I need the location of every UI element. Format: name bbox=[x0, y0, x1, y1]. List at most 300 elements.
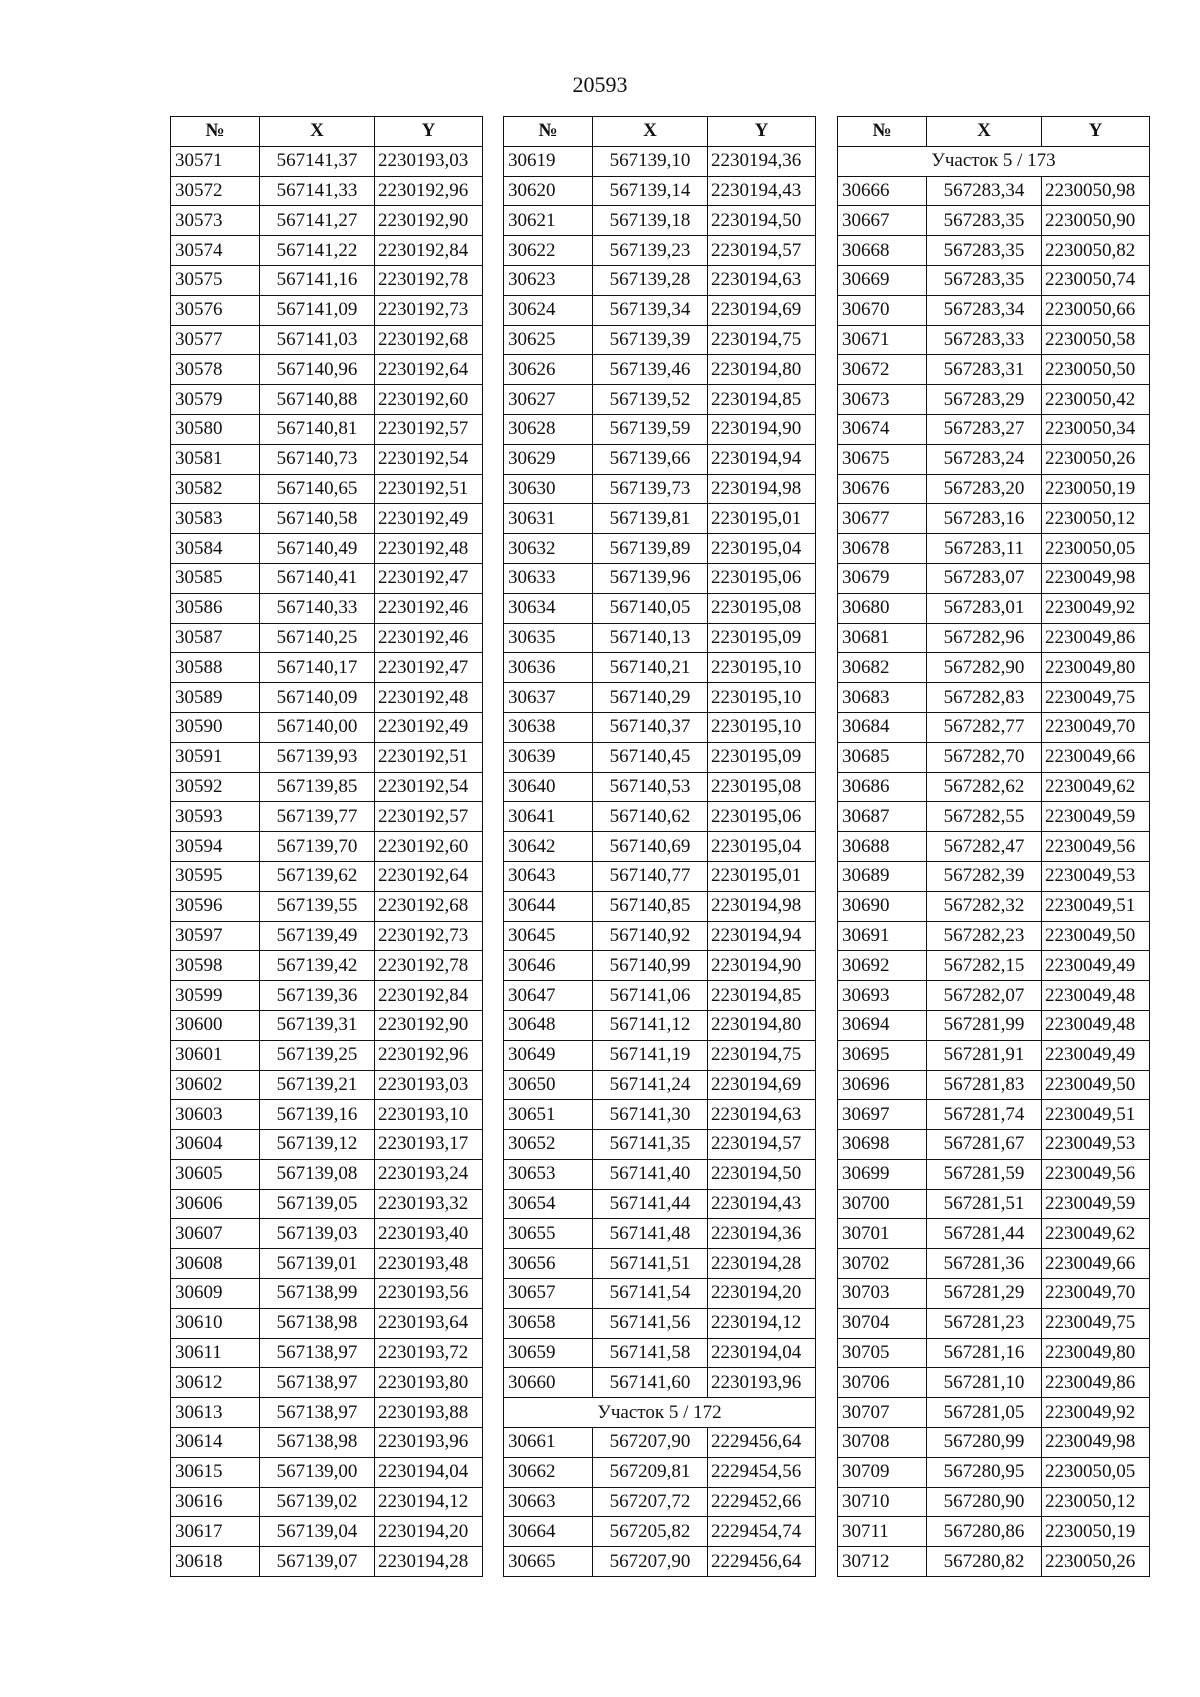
y-coordinate-cell: 2230194,20 bbox=[708, 1279, 816, 1309]
y-coordinate-cell: 2229456,64 bbox=[708, 1428, 816, 1458]
point-number-cell: 30572 bbox=[171, 176, 260, 206]
table-header-row bbox=[504, 117, 816, 147]
point-number-cell: 30637 bbox=[504, 683, 593, 713]
x-coordinate-cell: 567139,39 bbox=[593, 325, 708, 355]
y-coordinate-cell: 2230049,59 bbox=[1042, 1189, 1150, 1219]
point-number-cell: 30604 bbox=[171, 1130, 260, 1160]
table-row bbox=[504, 1070, 816, 1100]
table-row bbox=[504, 1487, 816, 1517]
point-number-cell: 30702 bbox=[838, 1249, 927, 1279]
y-coordinate-cell: 2230192,78 bbox=[375, 265, 483, 295]
table-row bbox=[504, 563, 816, 593]
y-coordinate-cell: 2230049,50 bbox=[1042, 921, 1150, 951]
x-coordinate-cell: 567140,88 bbox=[260, 385, 375, 415]
y-coordinate-cell: 2230195,08 bbox=[708, 593, 816, 623]
x-coordinate-cell: 567139,00 bbox=[260, 1457, 375, 1487]
table-row bbox=[504, 146, 816, 176]
table-row bbox=[838, 1338, 1150, 1368]
y-coordinate-cell: 2230194,20 bbox=[375, 1517, 483, 1547]
point-number-cell: 30682 bbox=[838, 653, 927, 683]
y-coordinate-cell: 2230195,04 bbox=[708, 832, 816, 862]
y-coordinate-cell: 2230194,04 bbox=[375, 1457, 483, 1487]
x-coordinate-cell: 567138,97 bbox=[260, 1398, 375, 1428]
table-row bbox=[838, 176, 1150, 206]
table-row bbox=[504, 1189, 816, 1219]
table-header-row bbox=[171, 117, 483, 147]
y-coordinate-cell: 2230049,70 bbox=[1042, 1279, 1150, 1309]
table-row bbox=[504, 1517, 816, 1547]
table-row bbox=[171, 742, 483, 772]
table-row bbox=[171, 146, 483, 176]
table-row bbox=[838, 1189, 1150, 1219]
y-coordinate-cell: 2230049,75 bbox=[1042, 683, 1150, 713]
x-coordinate-cell: 567139,77 bbox=[260, 802, 375, 832]
point-number-cell: 30643 bbox=[504, 861, 593, 891]
point-number-cell: 30622 bbox=[504, 236, 593, 266]
x-coordinate-cell: 567139,59 bbox=[593, 414, 708, 444]
y-coordinate-cell: 2230050,05 bbox=[1042, 1457, 1150, 1487]
point-number-cell: 30596 bbox=[171, 891, 260, 921]
section-row bbox=[838, 146, 1150, 176]
y-coordinate-cell: 2230194,04 bbox=[708, 1338, 816, 1368]
x-coordinate-cell: 567140,58 bbox=[260, 504, 375, 534]
table-row bbox=[171, 1159, 483, 1189]
point-number-cell: 30588 bbox=[171, 653, 260, 683]
x-coordinate-cell: 567141,51 bbox=[593, 1249, 708, 1279]
header-y: Y bbox=[708, 117, 816, 147]
x-coordinate-cell: 567138,97 bbox=[260, 1338, 375, 1368]
x-coordinate-cell: 567140,96 bbox=[260, 355, 375, 385]
point-number-cell: 30692 bbox=[838, 951, 927, 981]
y-coordinate-cell: 2230049,75 bbox=[1042, 1308, 1150, 1338]
table-row bbox=[171, 1368, 483, 1398]
table-row bbox=[171, 1249, 483, 1279]
y-coordinate-cell: 2230194,94 bbox=[708, 444, 816, 474]
point-number-cell: 30575 bbox=[171, 265, 260, 295]
point-number-cell: 30673 bbox=[838, 385, 927, 415]
table-row bbox=[504, 176, 816, 206]
point-number-cell: 30633 bbox=[504, 563, 593, 593]
point-number-cell: 30589 bbox=[171, 683, 260, 713]
y-coordinate-cell: 2230050,34 bbox=[1042, 414, 1150, 444]
table-row bbox=[838, 951, 1150, 981]
table-row bbox=[504, 1040, 816, 1070]
point-number-cell: 30647 bbox=[504, 981, 593, 1011]
point-number-cell: 30688 bbox=[838, 832, 927, 862]
table-row bbox=[171, 1010, 483, 1040]
y-coordinate-cell: 2230192,60 bbox=[375, 385, 483, 415]
point-number-cell: 30649 bbox=[504, 1040, 593, 1070]
point-number-cell: 30660 bbox=[504, 1368, 593, 1398]
table-row bbox=[504, 712, 816, 742]
table-row bbox=[504, 206, 816, 236]
point-number-cell: 30608 bbox=[171, 1249, 260, 1279]
point-number-cell: 30619 bbox=[504, 146, 593, 176]
x-coordinate-cell: 567140,09 bbox=[260, 683, 375, 713]
y-coordinate-cell: 2230195,01 bbox=[708, 861, 816, 891]
table-row bbox=[504, 593, 816, 623]
table-row bbox=[171, 1517, 483, 1547]
x-coordinate-cell: 567140,29 bbox=[593, 683, 708, 713]
point-number-cell: 30675 bbox=[838, 444, 927, 474]
y-coordinate-cell: 2230193,80 bbox=[375, 1368, 483, 1398]
point-number-cell: 30710 bbox=[838, 1487, 927, 1517]
table-row bbox=[838, 861, 1150, 891]
x-coordinate-cell: 567141,03 bbox=[260, 325, 375, 355]
header-number: № bbox=[171, 117, 260, 147]
x-coordinate-cell: 567140,99 bbox=[593, 951, 708, 981]
table-row bbox=[504, 1457, 816, 1487]
point-number-cell: 30658 bbox=[504, 1308, 593, 1338]
header-x: X bbox=[927, 117, 1042, 147]
table-row bbox=[504, 623, 816, 653]
point-number-cell: 30597 bbox=[171, 921, 260, 951]
point-number-cell: 30624 bbox=[504, 295, 593, 325]
point-number-cell: 30646 bbox=[504, 951, 593, 981]
x-coordinate-cell: 567283,07 bbox=[927, 563, 1042, 593]
x-coordinate-cell: 567139,25 bbox=[260, 1040, 375, 1070]
table-row bbox=[504, 1100, 816, 1130]
point-number-cell: 30650 bbox=[504, 1070, 593, 1100]
table-row bbox=[171, 355, 483, 385]
table-row bbox=[838, 712, 1150, 742]
x-coordinate-cell: 567141,19 bbox=[593, 1040, 708, 1070]
table-row bbox=[504, 921, 816, 951]
section-label: Участок 5 / 172 bbox=[504, 1398, 816, 1428]
table-row bbox=[171, 1219, 483, 1249]
y-coordinate-cell: 2230192,96 bbox=[375, 1040, 483, 1070]
table-row bbox=[838, 1547, 1150, 1577]
x-coordinate-cell: 567281,74 bbox=[927, 1100, 1042, 1130]
y-coordinate-cell: 2230192,78 bbox=[375, 951, 483, 981]
x-coordinate-cell: 567283,24 bbox=[927, 444, 1042, 474]
table-row bbox=[838, 325, 1150, 355]
x-coordinate-cell: 567281,99 bbox=[927, 1010, 1042, 1040]
table-row bbox=[838, 414, 1150, 444]
table-row bbox=[171, 295, 483, 325]
point-number-cell: 30690 bbox=[838, 891, 927, 921]
point-number-cell: 30606 bbox=[171, 1189, 260, 1219]
point-number-cell: 30645 bbox=[504, 921, 593, 951]
point-number-cell: 30617 bbox=[171, 1517, 260, 1547]
table-row bbox=[171, 474, 483, 504]
point-number-cell: 30582 bbox=[171, 474, 260, 504]
y-coordinate-cell: 2230193,24 bbox=[375, 1159, 483, 1189]
y-coordinate-cell: 2230194,80 bbox=[708, 1010, 816, 1040]
table-row bbox=[171, 891, 483, 921]
table-row bbox=[838, 504, 1150, 534]
table-row bbox=[838, 1398, 1150, 1428]
table-row bbox=[171, 504, 483, 534]
table-row bbox=[504, 772, 816, 802]
y-coordinate-cell: 2230194,12 bbox=[708, 1308, 816, 1338]
x-coordinate-cell: 567139,85 bbox=[260, 772, 375, 802]
y-coordinate-cell: 2230194,50 bbox=[708, 1159, 816, 1189]
point-number-cell: 30631 bbox=[504, 504, 593, 534]
point-number-cell: 30674 bbox=[838, 414, 927, 444]
point-number-cell: 30684 bbox=[838, 712, 927, 742]
table-row bbox=[171, 325, 483, 355]
point-number-cell: 30587 bbox=[171, 623, 260, 653]
table-row bbox=[504, 1249, 816, 1279]
table-row bbox=[171, 444, 483, 474]
point-number-cell: 30573 bbox=[171, 206, 260, 236]
y-coordinate-cell: 2230194,80 bbox=[708, 355, 816, 385]
y-coordinate-cell: 2230195,09 bbox=[708, 742, 816, 772]
x-coordinate-cell: 567140,45 bbox=[593, 742, 708, 772]
x-coordinate-cell: 567140,65 bbox=[260, 474, 375, 504]
table-row bbox=[504, 1130, 816, 1160]
y-coordinate-cell: 2230193,64 bbox=[375, 1308, 483, 1338]
x-coordinate-cell: 567207,90 bbox=[593, 1428, 708, 1458]
x-coordinate-cell: 567139,36 bbox=[260, 981, 375, 1011]
table-row bbox=[171, 1040, 483, 1070]
table-row bbox=[504, 1308, 816, 1338]
x-coordinate-cell: 567280,95 bbox=[927, 1457, 1042, 1487]
y-coordinate-cell: 2230194,69 bbox=[708, 1070, 816, 1100]
y-coordinate-cell: 2230194,28 bbox=[375, 1547, 483, 1577]
x-coordinate-cell: 567139,49 bbox=[260, 921, 375, 951]
point-number-cell: 30712 bbox=[838, 1547, 927, 1577]
table-row bbox=[838, 295, 1150, 325]
table-row bbox=[504, 861, 816, 891]
point-number-cell: 30677 bbox=[838, 504, 927, 534]
point-number-cell: 30639 bbox=[504, 742, 593, 772]
y-coordinate-cell: 2230194,36 bbox=[708, 1219, 816, 1249]
table-row bbox=[171, 921, 483, 951]
point-number-cell: 30665 bbox=[504, 1547, 593, 1577]
x-coordinate-cell: 567283,20 bbox=[927, 474, 1042, 504]
x-coordinate-cell: 567139,18 bbox=[593, 206, 708, 236]
point-number-cell: 30679 bbox=[838, 563, 927, 593]
point-number-cell: 30641 bbox=[504, 802, 593, 832]
table-body bbox=[838, 146, 1150, 1576]
y-coordinate-cell: 2230193,40 bbox=[375, 1219, 483, 1249]
x-coordinate-cell: 567140,92 bbox=[593, 921, 708, 951]
table-row bbox=[838, 981, 1150, 1011]
point-number-cell: 30618 bbox=[171, 1547, 260, 1577]
x-coordinate-cell: 567282,70 bbox=[927, 742, 1042, 772]
coordinates-table-1 bbox=[170, 116, 483, 1577]
point-number-cell: 30638 bbox=[504, 712, 593, 742]
point-number-cell: 30701 bbox=[838, 1219, 927, 1249]
point-number-cell: 30705 bbox=[838, 1338, 927, 1368]
x-coordinate-cell: 567141,40 bbox=[593, 1159, 708, 1189]
point-number-cell: 30599 bbox=[171, 981, 260, 1011]
section-label: Участок 5 / 173 bbox=[838, 146, 1150, 176]
x-coordinate-cell: 567280,99 bbox=[927, 1428, 1042, 1458]
point-number-cell: 30676 bbox=[838, 474, 927, 504]
table-row bbox=[838, 623, 1150, 653]
table-row bbox=[504, 1219, 816, 1249]
x-coordinate-cell: 567140,81 bbox=[260, 414, 375, 444]
y-coordinate-cell: 2230194,63 bbox=[708, 265, 816, 295]
y-coordinate-cell: 2230049,86 bbox=[1042, 1368, 1150, 1398]
x-coordinate-cell: 567281,23 bbox=[927, 1308, 1042, 1338]
point-number-cell: 30711 bbox=[838, 1517, 927, 1547]
x-coordinate-cell: 567282,55 bbox=[927, 802, 1042, 832]
x-coordinate-cell: 567140,05 bbox=[593, 593, 708, 623]
x-coordinate-cell: 567283,16 bbox=[927, 504, 1042, 534]
x-coordinate-cell: 567283,35 bbox=[927, 265, 1042, 295]
y-coordinate-cell: 2230049,80 bbox=[1042, 653, 1150, 683]
point-number-cell: 30571 bbox=[171, 146, 260, 176]
y-coordinate-cell: 2230194,90 bbox=[708, 951, 816, 981]
y-coordinate-cell: 2230195,04 bbox=[708, 534, 816, 564]
table-row bbox=[838, 1249, 1150, 1279]
x-coordinate-cell: 567283,34 bbox=[927, 176, 1042, 206]
x-coordinate-cell: 567141,37 bbox=[260, 146, 375, 176]
y-coordinate-cell: 2230049,70 bbox=[1042, 712, 1150, 742]
y-coordinate-cell: 2230192,48 bbox=[375, 534, 483, 564]
table-row bbox=[838, 1070, 1150, 1100]
coordinates-table-2 bbox=[503, 116, 816, 1577]
y-coordinate-cell: 2230195,06 bbox=[708, 563, 816, 593]
table-row bbox=[838, 1159, 1150, 1189]
x-coordinate-cell: 567141,56 bbox=[593, 1308, 708, 1338]
table-row bbox=[171, 206, 483, 236]
header-number: № bbox=[504, 117, 593, 147]
point-number-cell: 30611 bbox=[171, 1338, 260, 1368]
y-coordinate-cell: 2230192,60 bbox=[375, 832, 483, 862]
point-number-cell: 30689 bbox=[838, 861, 927, 891]
table-row bbox=[838, 355, 1150, 385]
x-coordinate-cell: 567140,25 bbox=[260, 623, 375, 653]
point-number-cell: 30678 bbox=[838, 534, 927, 564]
y-coordinate-cell: 2230194,28 bbox=[708, 1249, 816, 1279]
point-number-cell: 30615 bbox=[171, 1457, 260, 1487]
y-coordinate-cell: 2230195,10 bbox=[708, 712, 816, 742]
point-number-cell: 30579 bbox=[171, 385, 260, 415]
table-body bbox=[171, 146, 483, 1576]
table-row bbox=[504, 891, 816, 921]
point-number-cell: 30613 bbox=[171, 1398, 260, 1428]
point-number-cell: 30708 bbox=[838, 1428, 927, 1458]
x-coordinate-cell: 567141,44 bbox=[593, 1189, 708, 1219]
x-coordinate-cell: 567141,60 bbox=[593, 1368, 708, 1398]
table-row bbox=[504, 444, 816, 474]
table-row bbox=[838, 1308, 1150, 1338]
x-coordinate-cell: 567141,06 bbox=[593, 981, 708, 1011]
point-number-cell: 30585 bbox=[171, 563, 260, 593]
y-coordinate-cell: 2230195,08 bbox=[708, 772, 816, 802]
x-coordinate-cell: 567282,77 bbox=[927, 712, 1042, 742]
x-coordinate-cell: 567140,77 bbox=[593, 861, 708, 891]
table-row bbox=[838, 265, 1150, 295]
point-number-cell: 30632 bbox=[504, 534, 593, 564]
table-row bbox=[504, 1010, 816, 1040]
point-number-cell: 30696 bbox=[838, 1070, 927, 1100]
y-coordinate-cell: 2230193,48 bbox=[375, 1249, 483, 1279]
x-coordinate-cell: 567209,81 bbox=[593, 1457, 708, 1487]
y-coordinate-cell: 2230050,19 bbox=[1042, 1517, 1150, 1547]
x-coordinate-cell: 567280,82 bbox=[927, 1547, 1042, 1577]
table-row bbox=[171, 802, 483, 832]
table-row bbox=[838, 742, 1150, 772]
x-coordinate-cell: 567141,22 bbox=[260, 236, 375, 266]
point-number-cell: 30609 bbox=[171, 1279, 260, 1309]
table-row bbox=[504, 802, 816, 832]
table-row bbox=[838, 1457, 1150, 1487]
x-coordinate-cell: 567139,46 bbox=[593, 355, 708, 385]
x-coordinate-cell: 567283,34 bbox=[927, 295, 1042, 325]
x-coordinate-cell: 567139,70 bbox=[260, 832, 375, 862]
point-number-cell: 30593 bbox=[171, 802, 260, 832]
y-coordinate-cell: 2230049,98 bbox=[1042, 1428, 1150, 1458]
table-row bbox=[504, 474, 816, 504]
x-coordinate-cell: 567281,36 bbox=[927, 1249, 1042, 1279]
y-coordinate-cell: 2230194,75 bbox=[708, 325, 816, 355]
y-coordinate-cell: 2230194,98 bbox=[708, 474, 816, 504]
y-coordinate-cell: 2230050,19 bbox=[1042, 474, 1150, 504]
x-coordinate-cell: 567141,35 bbox=[593, 1130, 708, 1160]
x-coordinate-cell: 567139,07 bbox=[260, 1547, 375, 1577]
table-row bbox=[838, 1130, 1150, 1160]
point-number-cell: 30601 bbox=[171, 1040, 260, 1070]
y-coordinate-cell: 2230194,75 bbox=[708, 1040, 816, 1070]
x-coordinate-cell: 567280,90 bbox=[927, 1487, 1042, 1517]
x-coordinate-cell: 567140,00 bbox=[260, 712, 375, 742]
table-header-row bbox=[838, 117, 1150, 147]
x-coordinate-cell: 567280,86 bbox=[927, 1517, 1042, 1547]
x-coordinate-cell: 567140,69 bbox=[593, 832, 708, 862]
y-coordinate-cell: 2230192,54 bbox=[375, 444, 483, 474]
table-row bbox=[838, 1368, 1150, 1398]
point-number-cell: 30667 bbox=[838, 206, 927, 236]
table-row bbox=[504, 1279, 816, 1309]
point-number-cell: 30662 bbox=[504, 1457, 593, 1487]
x-coordinate-cell: 567205,82 bbox=[593, 1517, 708, 1547]
x-coordinate-cell: 567139,96 bbox=[593, 563, 708, 593]
table-row bbox=[171, 653, 483, 683]
x-coordinate-cell: 567141,33 bbox=[260, 176, 375, 206]
x-coordinate-cell: 567139,42 bbox=[260, 951, 375, 981]
x-coordinate-cell: 567281,44 bbox=[927, 1219, 1042, 1249]
y-coordinate-cell: 2230050,26 bbox=[1042, 444, 1150, 474]
table-row bbox=[504, 265, 816, 295]
point-number-cell: 30695 bbox=[838, 1040, 927, 1070]
point-number-cell: 30668 bbox=[838, 236, 927, 266]
y-coordinate-cell: 2230049,92 bbox=[1042, 593, 1150, 623]
table-row bbox=[171, 414, 483, 444]
y-coordinate-cell: 2230192,49 bbox=[375, 504, 483, 534]
table-row bbox=[838, 206, 1150, 236]
point-number-cell: 30577 bbox=[171, 325, 260, 355]
y-coordinate-cell: 2230049,49 bbox=[1042, 951, 1150, 981]
table-row bbox=[171, 176, 483, 206]
y-coordinate-cell: 2230192,57 bbox=[375, 414, 483, 444]
x-coordinate-cell: 567282,32 bbox=[927, 891, 1042, 921]
x-coordinate-cell: 567281,10 bbox=[927, 1368, 1042, 1398]
x-coordinate-cell: 567139,21 bbox=[260, 1070, 375, 1100]
point-number-cell: 30580 bbox=[171, 414, 260, 444]
table-row bbox=[838, 563, 1150, 593]
header-number: № bbox=[838, 117, 927, 147]
x-coordinate-cell: 567139,10 bbox=[593, 146, 708, 176]
y-coordinate-cell: 2230193,96 bbox=[375, 1428, 483, 1458]
table-row bbox=[171, 563, 483, 593]
point-number-cell: 30657 bbox=[504, 1279, 593, 1309]
point-number-cell: 30623 bbox=[504, 265, 593, 295]
point-number-cell: 30683 bbox=[838, 683, 927, 713]
x-coordinate-cell: 567138,97 bbox=[260, 1368, 375, 1398]
y-coordinate-cell: 2230050,82 bbox=[1042, 236, 1150, 266]
table-row bbox=[504, 1338, 816, 1368]
point-number-cell: 30656 bbox=[504, 1249, 593, 1279]
y-coordinate-cell: 2230194,57 bbox=[708, 236, 816, 266]
y-coordinate-cell: 2230193,03 bbox=[375, 1070, 483, 1100]
y-coordinate-cell: 2230050,74 bbox=[1042, 265, 1150, 295]
